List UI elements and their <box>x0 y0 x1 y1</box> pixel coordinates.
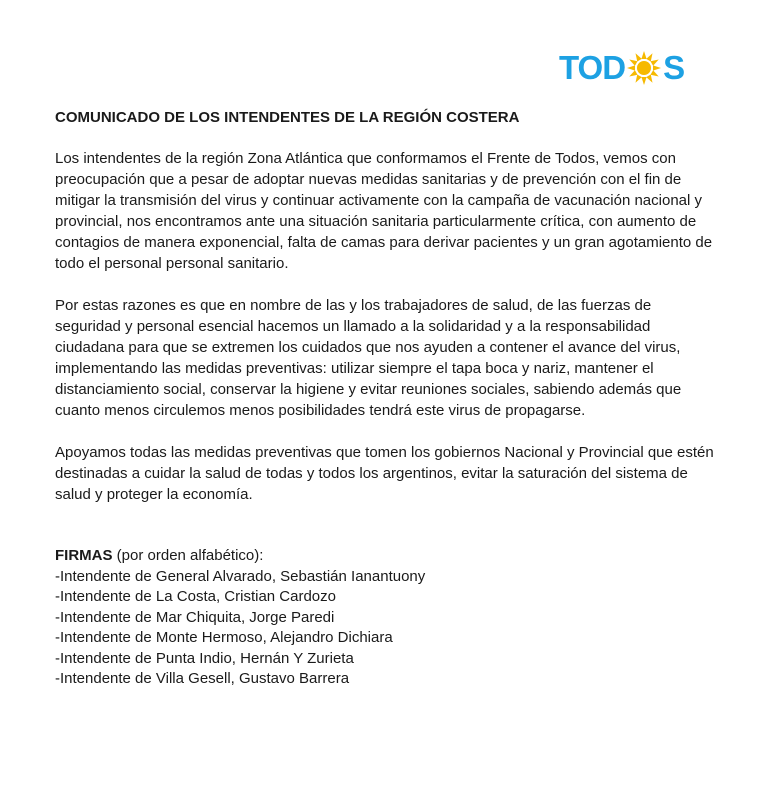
signature-item: -Intendente de Villa Gesell, Gustavo Barrera <box>55 670 350 687</box>
signature-item: -Intendente de Punta Indio, Hernán Y Zurieta <box>55 649 354 667</box>
signatures-heading-bold: FIRMAS <box>55 547 113 564</box>
paragraph-1: Los intendentes de la región Zona Atlántica que conformamos el Frente de Todos, vemos con preocupación que a pesar de adoptar nuevas medidas sanitarias y de prevención con el fin de mitigar la transmisión del virus y continuar activamente con la campaña de vacunación nacional y provincial, nos encontramos ante una situación sanitaria particularmente crítica, con aumento de contagios de manera exponencial, falta de camas para derivar pacientes y un gran agotamiento de todo el personal personal sanitario. <box>55 150 713 272</box>
signature-item: -Intendente de Monte Hermoso, Alejandro Dichiara <box>55 629 393 646</box>
signatures-heading-rest: (por orden alfabético): <box>112 547 264 564</box>
signature-item: -Intendente de General Alvarado, Sebastián Ianantuony <box>55 567 426 585</box>
paragraph-2: Por estas razones es que en nombre de las y los trabajadores de salud, de las fuerzas de seguridad y personal esencial hacemos un llamado a la solidaridad y a la responsabilidad ciudadana para que se extremen los cuidados que nos ayuden a contener el avance del virus, implementando las medidas preventivas: utilizar siempre el tapa boca y nariz, mantener el distanciamiento social, conservar la higiene y evitar reuniones sociales, sabiendo además que cuanto menos circulemos menos posibilidades tendrá este virus de propagarse. <box>55 297 682 419</box>
paragraph-3: Apoyamos todas las medidas preventivas que tomen los gobiernos Nacional y Provincial que estén destinadas a cuidar la salud de todas y todos los argentinos, evitar la saturación del sistema de salud y proteger la economía. <box>55 444 714 503</box>
logo-text-end: S <box>663 49 685 86</box>
sun-icon <box>626 50 662 86</box>
signatures-heading <box>55 546 715 567</box>
document-body <box>55 108 715 690</box>
signature-item: -Intendente de Mar Chiquita, Jorge Paredi <box>55 608 335 626</box>
logo-text-start: TOD <box>559 49 626 86</box>
signatures-list <box>55 567 715 690</box>
signature-item: -Intendente de La Costa, Cristian Cardozo <box>55 588 336 605</box>
document-title: COMUNICADO DE LOS INTENDENTES DE LA REGIÓN COSTERA <box>55 109 520 126</box>
signatures-section <box>55 546 715 690</box>
todos-logo <box>559 46 684 90</box>
